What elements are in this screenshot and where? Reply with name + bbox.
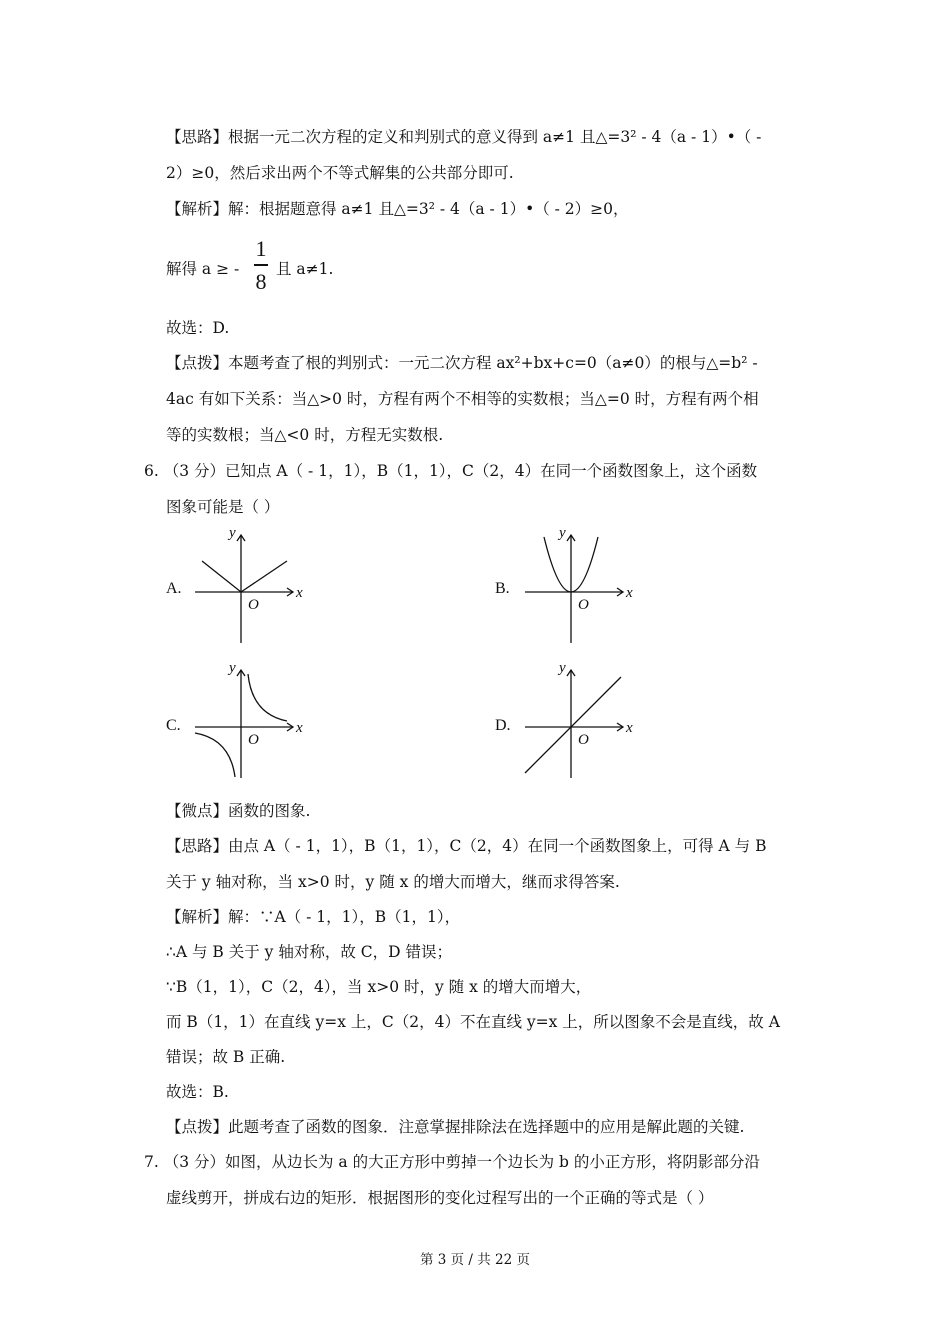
- q6-jiexi-line-5: 错误；故 B 正确.: [166, 1048, 286, 1066]
- q7-stem-line-1: 7. （3 分）如图，从边长为 a 的大正方形中剪掉一个边长为 b 的小正方形，将阴影部分沿: [144, 1153, 760, 1171]
- q5-fraction-denominator: 8: [255, 268, 267, 294]
- q6-answer: 故选：B.: [166, 1083, 229, 1101]
- q7-stem-line-2: 虚线剪开，拼成右边的矩形．根据图形的变化过程写出的一个正确的等式是（ ）: [166, 1189, 714, 1207]
- q6-jiexi-line-2: ∴A 与 B 关于 y 轴对称，故 C，D 错误；: [166, 943, 452, 961]
- q5-answer: 故选：D.: [166, 319, 230, 337]
- q6-option-d-graph: [520, 660, 635, 780]
- q6-option-b-x-label: x: [626, 585, 633, 601]
- q6-option-c-label: C.: [166, 717, 181, 734]
- q6-option-d-origin-label: O: [578, 732, 589, 748]
- q6-option-d-label: D.: [495, 717, 511, 734]
- q6-stem-line-2: 图象可能是（ ）: [166, 498, 280, 516]
- q5-silu-line-1: 【思路】根据一元二次方程的定义和判别式的意义得到 a≠1 且△=3² - 4（a - 1）•（ -: [166, 128, 762, 146]
- q6-option-c-y-label: y: [229, 660, 236, 676]
- q6-option-b-origin-label: O: [578, 597, 589, 613]
- q5-jiexi-line-2-suffix: 且 a≠1.: [276, 260, 334, 278]
- q6-option-b-y-label: y: [559, 525, 566, 541]
- q6-option-a-x-label: x: [296, 585, 303, 601]
- q6-option-d-y-label: y: [559, 660, 566, 676]
- q6-option-a-y-label: y: [229, 525, 236, 541]
- q6-jiexi-line-3: ∵B（1，1），C（2，4），当 x>0 时，y 随 x 的增大而增大，: [166, 978, 592, 996]
- q6-dianbo: 【点拨】此题考查了函数的图象．注意掌握排除法在选择题中的应用是解此题的关键.: [166, 1118, 745, 1136]
- q5-fraction-bar: [254, 264, 268, 266]
- q5-dianbo-line-2: 4ac 有如下关系：当△>0 时，方程有两个不相等的实数根；当△=0 时，方程有两个相: [166, 390, 759, 408]
- q6-option-a-label: A.: [166, 580, 182, 597]
- q6-weidian: 【微点】函数的图象.: [166, 802, 311, 820]
- q6-silu-line-2: 关于 y 轴对称，当 x>0 时，y 随 x 的增大而增大，继而求得答案.: [166, 873, 620, 891]
- q6-option-c-x-label: x: [296, 720, 303, 736]
- q5-jiexi-line-1: 【解析】解：根据题意得 a≠1 且△=3² - 4（a - 1）•（ - 2）≥0，: [166, 200, 629, 218]
- q5-fraction: [254, 236, 268, 295]
- q6-jiexi-line-1: 【解析】解：∵A（ - 1，1），B（1，1），: [166, 908, 461, 926]
- q5-fraction-numerator: 1: [255, 236, 267, 261]
- q5-silu-line-2: 2）≥0，然后求出两个不等式解集的公共部分即可.: [166, 164, 514, 182]
- q5-dianbo-line-3: 等的实数根；当△<0 时，方程无实数根.: [166, 426, 444, 444]
- page-footer: 第 3 页 / 共 22 页: [419, 1252, 531, 1268]
- q6-option-c-graph: [190, 660, 305, 780]
- q6-option-b-label: B.: [495, 580, 510, 597]
- q6-stem-line-1: 6. （3 分）已知点 A（ - 1，1），B（1，1），C（2，4）在同一个函数图象上，这个函数: [144, 462, 758, 480]
- q6-option-c-origin-label: O: [248, 732, 259, 748]
- q6-option-a-graph: [190, 525, 305, 645]
- q6-silu-line-1: 【思路】由点 A（ - 1，1），B（1，1），C（2，4）在同一个函数图象上，可得 A 与 B: [166, 837, 767, 855]
- q6-option-a-origin-label: O: [248, 597, 259, 613]
- q6-jiexi-line-4: 而 B（1，1）在直线 y=x 上，C（2，4）不在直线 y=x 上，所以图象不会是直线，故 A: [166, 1013, 780, 1031]
- q6-option-b-graph: [520, 525, 635, 645]
- q5-dianbo-line-1: 【点拨】本题考查了根的判别式：一元二次方程 ax²+bx+c=0（a≠0）的根与△=b² -: [166, 354, 758, 372]
- q5-jiexi-line-2-prefix: 解得 a ≥ -: [166, 260, 240, 278]
- q6-option-d-x-label: x: [626, 720, 633, 736]
